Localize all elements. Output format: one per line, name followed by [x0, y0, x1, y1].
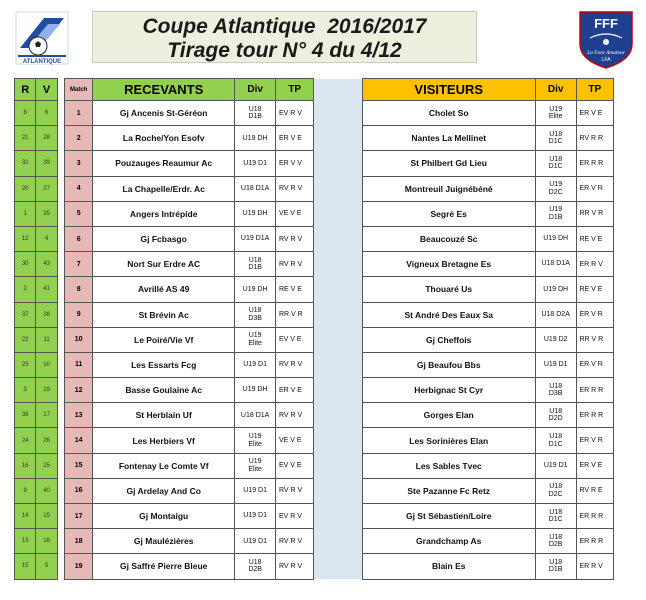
gap-column: [314, 277, 362, 302]
match-number: 14: [65, 428, 93, 453]
home-division: U18 D1B: [235, 252, 276, 277]
away-tp: RR V R: [576, 201, 614, 226]
gap-column: [314, 101, 362, 126]
away-division: U18 D1A: [535, 252, 576, 277]
home-tp: ER V E: [275, 378, 314, 403]
rank-r: 24: [15, 428, 36, 453]
rank-r: 8: [15, 101, 36, 126]
home-team: Fontenay Le Comte Vf: [93, 453, 235, 478]
away-tp: RR V R: [576, 327, 614, 352]
match-number: 4: [65, 176, 93, 201]
home-division: U19 D1: [235, 352, 276, 377]
rank-v: 17: [36, 403, 57, 428]
home-division: U19 Elite: [235, 428, 276, 453]
away-team: Nantes La Mellinet: [362, 126, 535, 151]
home-tp: RV R V: [275, 176, 314, 201]
gap-column: [314, 176, 362, 201]
home-tp: RR V R: [275, 302, 314, 327]
rank-v: 43: [36, 252, 57, 277]
match-number: 13: [65, 403, 93, 428]
home-division: U19 DH: [235, 378, 276, 403]
match-number: 9: [65, 302, 93, 327]
away-division: U19 D1B: [535, 201, 576, 226]
header-home-tp: TP: [275, 79, 314, 101]
away-team: Gj Cheffois: [362, 327, 535, 352]
gap-column: [314, 352, 362, 377]
match-number: 2: [65, 126, 93, 151]
gap-column: [314, 327, 362, 352]
match-number: 7: [65, 252, 93, 277]
rank-v: 5: [36, 554, 57, 579]
header-home-div: Div: [235, 79, 276, 101]
table-row: [15, 453, 614, 478]
home-division: U18 D1A: [235, 176, 276, 201]
rank-v: 35: [36, 201, 57, 226]
away-tp: ER V E: [576, 453, 614, 478]
table-row: [15, 378, 614, 403]
rank-r: 22: [15, 327, 36, 352]
header-r: R: [15, 79, 36, 101]
away-division: U19 Elite: [535, 101, 576, 126]
home-tp: RV R V: [275, 554, 314, 579]
home-tp: EV V E: [275, 327, 314, 352]
table-row: [15, 126, 614, 151]
gap-column: [314, 252, 362, 277]
gap-column: [314, 428, 362, 453]
away-division: U18 D1C: [535, 126, 576, 151]
away-tp: ER R V: [576, 554, 614, 579]
home-team: Les Essarts Fcg: [93, 352, 235, 377]
away-division: U18 D1C: [535, 151, 576, 176]
away-tp: RV R E: [576, 478, 614, 503]
rank-r: 15: [15, 554, 36, 579]
rank-r: 32: [15, 151, 36, 176]
away-division: U18 D1C: [535, 504, 576, 529]
table-row: [15, 529, 614, 554]
svg-text:La Foot Amateur: La Foot Amateur: [587, 50, 625, 56]
header-match: Match: [65, 79, 93, 101]
rank-v: 11: [36, 327, 57, 352]
home-tp: RE V E: [275, 277, 314, 302]
away-division: U19 D2C: [535, 176, 576, 201]
home-division: U19 DH: [235, 277, 276, 302]
away-team: Beaucouzé Sc: [362, 226, 535, 251]
home-team: Gj Maulézières: [93, 529, 235, 554]
match-number: 17: [65, 504, 93, 529]
away-team: St Philbert Gd Lieu: [362, 151, 535, 176]
away-team: Blain Es: [362, 554, 535, 579]
header-visiteurs: VISITEURS: [362, 79, 535, 101]
home-team: Le Poiré/Vie Vf: [93, 327, 235, 352]
rank-v: 25: [36, 453, 57, 478]
away-team: Ste Pazanne Fc Retz: [362, 478, 535, 503]
match-number: 1: [65, 101, 93, 126]
table-row: [15, 554, 614, 579]
away-team: Cholet So: [362, 101, 535, 126]
away-team: Gj St Sébastien/Loire: [362, 504, 535, 529]
away-division: U19 D2: [535, 327, 576, 352]
home-tp: RV R V: [275, 529, 314, 554]
rank-r: 9: [15, 478, 36, 503]
rank-v: 18: [36, 529, 57, 554]
spacer: [57, 478, 64, 503]
away-tp: RE V E: [576, 277, 614, 302]
rank-r: 37: [15, 302, 36, 327]
draw-table: [14, 78, 614, 580]
spacer: [57, 201, 64, 226]
home-tp: RV R V: [275, 252, 314, 277]
rank-r: 13: [15, 529, 36, 554]
home-team: St Herblain Uf: [93, 403, 235, 428]
home-tp: RV R V: [275, 352, 314, 377]
away-team: Les Sables Tvec: [362, 453, 535, 478]
table-row: [15, 302, 614, 327]
spacer: [57, 378, 64, 403]
table-row: [15, 201, 614, 226]
spacer: [57, 327, 64, 352]
rank-v: 10: [36, 352, 57, 377]
match-number: 8: [65, 277, 93, 302]
gap-column: [314, 302, 362, 327]
home-team: Gj Saffré Pierre Bleue: [93, 554, 235, 579]
spacer: [57, 252, 64, 277]
rank-r: 3: [15, 378, 36, 403]
spacer: [57, 453, 64, 478]
rank-r: 14: [15, 504, 36, 529]
header-recevants: RECEVANTS: [93, 79, 235, 101]
match-number: 5: [65, 201, 93, 226]
away-tp: RV R R: [576, 126, 614, 151]
home-team: Avrillé AS 49: [93, 277, 235, 302]
home-tp: ER V E: [275, 126, 314, 151]
home-division: U18 D1A: [235, 403, 276, 428]
home-division: U19 DH: [235, 201, 276, 226]
rank-v: 39: [36, 151, 57, 176]
away-tp: ER V R: [576, 428, 614, 453]
home-division: U19 D1: [235, 504, 276, 529]
spacer: [57, 529, 64, 554]
rank-v: 26: [36, 428, 57, 453]
rank-v: 41: [36, 277, 57, 302]
gap-column: [314, 151, 362, 176]
spacer: [57, 226, 64, 251]
svg-text:LFA: LFA: [601, 57, 611, 63]
gap-column: [314, 504, 362, 529]
gap-column: [314, 478, 362, 503]
away-team: Grandchamp As: [362, 529, 535, 554]
home-team: Basse Goulaine Ac: [93, 378, 235, 403]
home-tp: EV V E: [275, 453, 314, 478]
home-tp: VE V E: [275, 428, 314, 453]
home-division: U19 D1: [235, 529, 276, 554]
home-division: U18 D3B: [235, 302, 276, 327]
home-team: La Chapelle/Erdr. Ac: [93, 176, 235, 201]
rank-v: 19: [36, 378, 57, 403]
away-tp: ER R R: [576, 529, 614, 554]
match-number: 16: [65, 478, 93, 503]
rank-r: 23: [15, 352, 36, 377]
table-row: [15, 252, 614, 277]
spacer: [57, 126, 64, 151]
match-number: 18: [65, 529, 93, 554]
spacer: [57, 176, 64, 201]
table-row: [15, 478, 614, 503]
gap-column: [314, 554, 362, 579]
page-subtitle: Tirage tour N° 4 du 4/12: [167, 39, 402, 62]
title-banner: [92, 11, 477, 63]
home-tp: EV R V: [275, 101, 314, 126]
away-team: Montreuil Juignébéné: [362, 176, 535, 201]
svg-text:ATLANTIQUE: ATLANTIQUE: [22, 59, 62, 65]
away-division: U18 D1C: [535, 428, 576, 453]
rank-v: 28: [36, 126, 57, 151]
home-team: Nort Sur Erdre AC: [93, 252, 235, 277]
home-team: La Roche/Yon Esofv: [93, 126, 235, 151]
spacer: [57, 504, 64, 529]
home-division: U19 Elite: [235, 327, 276, 352]
table-row: [15, 277, 614, 302]
match-number: 19: [65, 554, 93, 579]
away-tp: ER R R: [576, 504, 614, 529]
gap-column: [314, 226, 362, 251]
spacer: [57, 554, 64, 579]
home-team: Gj Fcbasgo: [93, 226, 235, 251]
fff-logo: [576, 8, 636, 70]
away-team: Les Sorinières Elan: [362, 428, 535, 453]
table-header-row: [15, 79, 614, 101]
header-away-div: Div: [535, 79, 576, 101]
away-division: U18 D3B: [535, 378, 576, 403]
table-row: [15, 352, 614, 377]
away-tp: ER V R: [576, 302, 614, 327]
table-row: [15, 504, 614, 529]
rank-v: 36: [36, 302, 57, 327]
home-division: U18 D1B: [235, 101, 276, 126]
gap-column: [314, 453, 362, 478]
header-away-tp: TP: [576, 79, 614, 101]
away-tp: ER R R: [576, 378, 614, 403]
gap-column: [314, 378, 362, 403]
rank-v: 40: [36, 478, 57, 503]
home-tp: VE V E: [275, 201, 314, 226]
spacer: [57, 352, 64, 377]
spacer: [57, 101, 64, 126]
away-division: U19 DH: [535, 277, 576, 302]
rank-v: 4: [36, 226, 57, 251]
away-tp: ER R R: [576, 151, 614, 176]
away-division: U19 D1: [535, 453, 576, 478]
home-team: Pouzauges Reaumur Ac: [93, 151, 235, 176]
district-atlantique-logo: [14, 10, 70, 66]
home-division: U18 D2B: [235, 554, 276, 579]
home-division: U19 Elite: [235, 453, 276, 478]
away-tp: ER V R: [576, 352, 614, 377]
away-division: U18 D1B: [535, 554, 576, 579]
match-number: 3: [65, 151, 93, 176]
away-division: U18 D2C: [535, 478, 576, 503]
home-division: U19 DH: [235, 126, 276, 151]
away-team: Thouaré Us: [362, 277, 535, 302]
away-team: Vigneux Bretagne Es: [362, 252, 535, 277]
spacer: [57, 403, 64, 428]
away-division: U19 DH: [535, 226, 576, 251]
rank-v: 15: [36, 504, 57, 529]
rank-r: 16: [15, 453, 36, 478]
rank-r: 20: [15, 176, 36, 201]
rank-v: 6: [36, 101, 57, 126]
home-tp: RV R V: [275, 226, 314, 251]
away-division: U19 D1: [535, 352, 576, 377]
home-division: U19 D1: [235, 151, 276, 176]
home-division: U19 D1: [235, 478, 276, 503]
home-team: Gj Ardelay And Co: [93, 478, 235, 503]
gap-column: [314, 403, 362, 428]
svg-text:FFF: FFF: [594, 16, 618, 31]
home-tp: ER V V: [275, 151, 314, 176]
spacer: [57, 277, 64, 302]
home-team: Gj Ancenis St-Géréon: [93, 101, 235, 126]
home-tp: EV R V: [275, 504, 314, 529]
gap-column: [314, 529, 362, 554]
home-tp: RV R V: [275, 403, 314, 428]
match-number: 10: [65, 327, 93, 352]
away-tp: ER V E: [576, 101, 614, 126]
match-number: 15: [65, 453, 93, 478]
spacer: [57, 79, 64, 101]
gap-column: [314, 201, 362, 226]
match-number: 11: [65, 352, 93, 377]
table-row: [15, 101, 614, 126]
away-team: Segré Es: [362, 201, 535, 226]
match-number: 6: [65, 226, 93, 251]
away-team: Gorges Elan: [362, 403, 535, 428]
match-number: 12: [65, 378, 93, 403]
away-team: Gj Beaufou Bbs: [362, 352, 535, 377]
page-title: Coupe Atlantique 2016/2017: [142, 15, 427, 38]
away-tp: RE V E: [576, 226, 614, 251]
away-team: St André Des Eaux Sa: [362, 302, 535, 327]
rank-r: 12: [15, 226, 36, 251]
spacer: [57, 428, 64, 453]
table-row: [15, 176, 614, 201]
home-team: Gj Montaigu: [93, 504, 235, 529]
rank-r: 1: [15, 201, 36, 226]
table-row: [15, 403, 614, 428]
header-v: V: [36, 79, 57, 101]
table-row: [15, 428, 614, 453]
gap-column: [314, 79, 362, 101]
spacer: [57, 302, 64, 327]
home-team: Angers Intrépide: [93, 201, 235, 226]
away-tp: ER R V: [576, 252, 614, 277]
home-division: U19 D1A: [235, 226, 276, 251]
away-division: U18 D2B: [535, 529, 576, 554]
rank-v: 27: [36, 176, 57, 201]
home-tp: RV R V: [275, 478, 314, 503]
rank-r: 21: [15, 126, 36, 151]
rank-r: 38: [15, 403, 36, 428]
away-division: U18 D2D: [535, 403, 576, 428]
away-tp: ER R R: [576, 403, 614, 428]
home-team: Les Herbiers Vf: [93, 428, 235, 453]
rank-r: 2: [15, 277, 36, 302]
table-row: [15, 151, 614, 176]
away-team: Herbignac St Cyr: [362, 378, 535, 403]
spacer: [57, 151, 64, 176]
away-division: U18 D2A: [535, 302, 576, 327]
away-tp: ER V R: [576, 176, 614, 201]
table-row: [15, 327, 614, 352]
rank-r: 30: [15, 252, 36, 277]
gap-column: [314, 126, 362, 151]
table-row: [15, 226, 614, 251]
home-team: St Brévin Ac: [93, 302, 235, 327]
